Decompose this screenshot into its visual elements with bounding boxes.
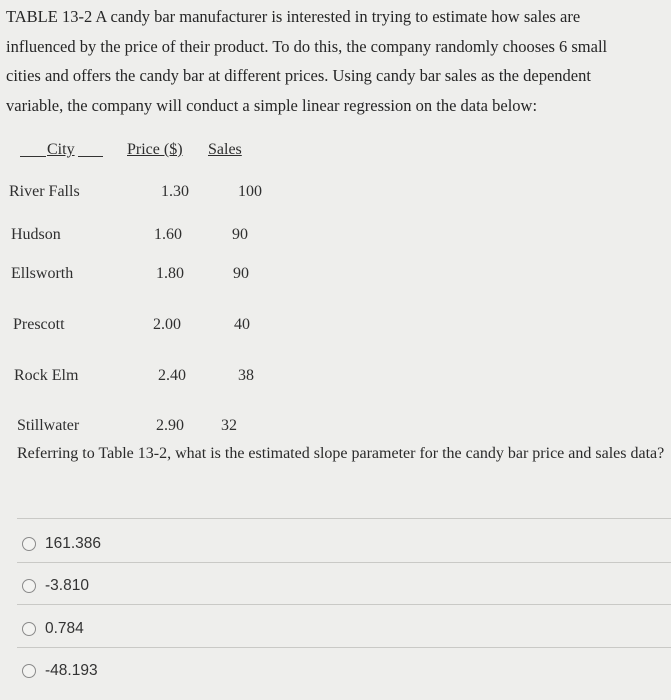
answer-option[interactable] [22, 620, 84, 638]
table-cell-sales: 90 [232, 226, 248, 243]
table-cell-sales: 90 [233, 265, 249, 282]
description-line: cities and offers the candy bar at different prices. Using candy bar sales as the dependent [6, 66, 591, 85]
header-underline [20, 156, 46, 157]
table-cell-price: 2.00 [153, 316, 181, 333]
divider [17, 647, 671, 648]
table-cell-price: 2.40 [158, 367, 186, 384]
answer-option[interactable] [22, 535, 101, 553]
column-header-price: Price ($) [127, 141, 183, 158]
column-header-city: City [47, 141, 75, 158]
description-line: influenced by the price of their product. To do this, the company randomly chooses 6 small [6, 36, 608, 56]
table-cell-city: Stillwater [17, 417, 80, 434]
column-header-sales: Sales [208, 141, 242, 158]
table-cell-city: Hudson [11, 226, 61, 243]
table-cell-price: 1.80 [156, 265, 184, 282]
table-cell-city: River Falls [9, 183, 80, 200]
table-cell-price: 1.60 [154, 226, 182, 243]
radio-button[interactable] [22, 579, 36, 593]
answer-option-label: -48.193 [45, 662, 98, 679]
table-cell-price: 1.30 [161, 183, 189, 200]
table-cell-city: Rock Elm [14, 367, 79, 384]
radio-button[interactable] [22, 622, 36, 636]
table-description [6, 2, 656, 120]
table-cell-city: Prescott [13, 316, 65, 333]
divider [17, 518, 671, 519]
table-cell-sales: 32 [221, 417, 237, 434]
table-cell-sales: 38 [238, 367, 254, 384]
table-cell-sales: 100 [238, 183, 262, 200]
description-line: TABLE 13-2 A candy bar manufacturer is interested in trying to estimate how sales are [6, 7, 581, 26]
answer-option[interactable] [22, 577, 89, 595]
header-underline [78, 156, 103, 157]
table-cell-sales: 40 [234, 316, 250, 333]
table-cell-city: Ellsworth [11, 265, 74, 282]
radio-button[interactable] [22, 664, 36, 678]
table-cell-price: 2.90 [156, 417, 184, 434]
answer-option-label: 161.386 [45, 535, 102, 552]
description-line: variable, the company will conduct a simple linear regression on the data below: [6, 95, 538, 115]
answer-option-label: -3.810 [45, 577, 89, 594]
divider [17, 562, 671, 563]
answer-option-label: 0.784 [45, 620, 84, 637]
radio-button[interactable] [22, 537, 36, 551]
question-text: Referring to Table 13-2, what is the estimated slope parameter for the candy bar price and sales data? [17, 445, 665, 462]
answer-option[interactable] [22, 662, 98, 680]
divider [17, 604, 671, 605]
